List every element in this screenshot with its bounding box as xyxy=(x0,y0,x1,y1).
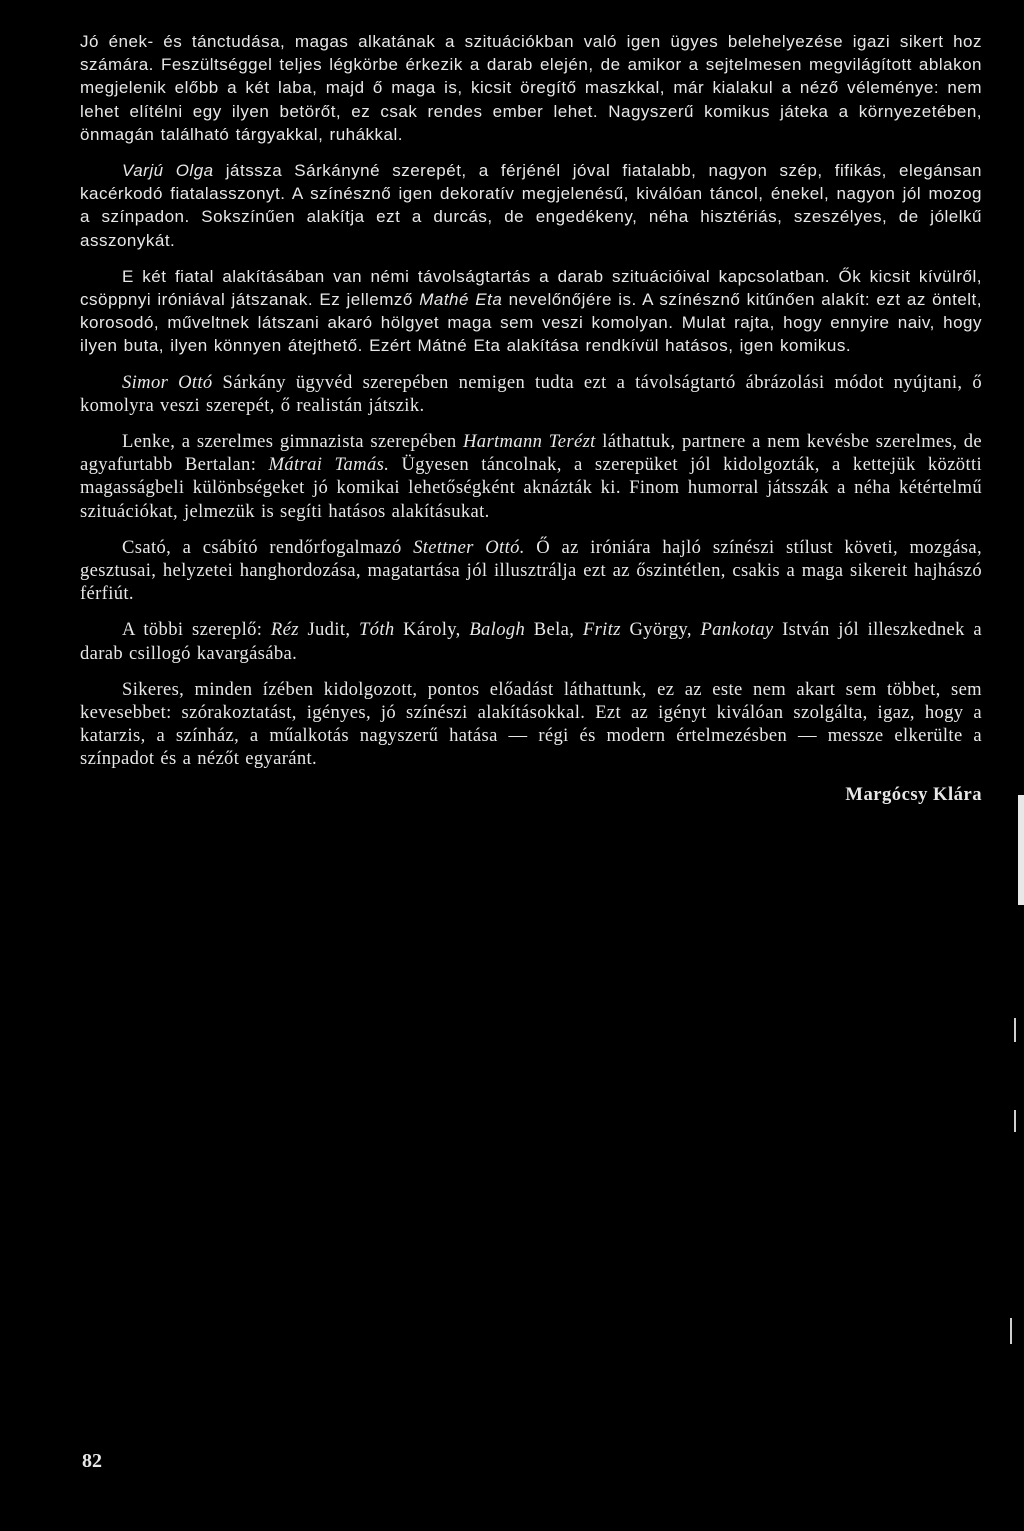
page-number: 82 xyxy=(82,1450,102,1472)
paragraph-text: Sárkány ügyvéd szerepében nemigen tudta ezt a távolságtartó ábrázolási módot nyújtani, ő komolyra veszi szerepét, ő realistán játszik. xyxy=(80,371,982,416)
paragraph-text: Jó ének- és tánctudása, magas alkatának a szituációkban való igen ügyes belehelyezése igazi sikert hoz számára. Feszültséggel teljes légkörbe érkezik a darab elején, de amikor a sejtelmesen megvilágított ablakon megjelenik előbb a két laba, majd ő maga is, kicsit öregítő maszkkal, már kialakul a néző véleménye: nem lehet elítélni egy ilyen betörőt, ez csak rendes ember lehet. Nagyszerű komikus játeka a környezetében, önmagán található tárgyakkal, ruhákkal. xyxy=(80,32,982,144)
author-signature: Margócsy Klára xyxy=(845,783,982,805)
paragraph-text: E két fiatal alakításában van némi távolságtartás a darab szituációival kapcsolatban. Ők kicsit kívülről, csöppnyi iróniával játszanak. Ez jellemző xyxy=(80,266,982,310)
name-italic: Réz xyxy=(270,619,299,641)
paragraph-text: Bela, xyxy=(525,619,583,641)
paragraph-text: játssza Sárkányné szerepét, a férjénél jóval fiatalabb, nagyon szép, fifikás, elegánsan kacérkodó fiatalasszonyt. A színésznő igen dekoratív megjelenésű, kiválóan táncol, énekel, nagyon jól mozog a színpadon. Sokszínűen alakítja ezt a durcás, de engedékeny, néha hisztériás, szeszélyes, de jólelkű asszonykát. xyxy=(80,161,982,250)
name-italic: Tóth xyxy=(359,619,395,641)
paragraph-gap xyxy=(80,665,982,678)
paragraph-text: Ő az iróniára hajló színészi stílust követi, mozgása, gesztusai, helyzetei hanghordozása, magatartása jól illusztrálja ezt az őszintétlen, csakis a maga sikereit hajhászó férfiút. xyxy=(80,536,982,605)
paragraph-text: Ügyesen táncolnak, a szerepüket jól kidolgozták, a kettejük közötti magasságbeli különbségeket jó komikai lehetőségként aknázták ki. Finom humorral játsszák a néha kétértelmű szituációkat, jelmezük is segíti hatásos alakításukat. xyxy=(80,454,983,522)
name-italic: Hartmann Terézt xyxy=(463,431,596,453)
scan-edge-tick xyxy=(1010,1318,1012,1344)
paragraph xyxy=(80,536,982,606)
paragraph-gap xyxy=(80,252,982,265)
name-italic: Stettner Ottó. xyxy=(413,536,525,558)
paragraph-gap xyxy=(80,146,982,159)
name-italic: Pankotay xyxy=(700,619,774,641)
scan-edge-mark xyxy=(1018,795,1024,905)
paragraph xyxy=(80,265,982,358)
scan-edge-tick xyxy=(1014,1110,1016,1132)
paragraph xyxy=(80,30,982,146)
paragraph-gap xyxy=(80,417,982,430)
name-italic: Varjú Olga xyxy=(122,161,214,181)
paragraph-text: István jól illeszkednek a darab csillogó kavargásába. xyxy=(80,619,982,664)
paragraph-text: nevelőnőjére is. A színésznő kitűnően alakít: ezt az öntelt, korosodó, műveltnek látszani akaró hölgyet maga sem veszi komolyan. Mulat rajta, hogy ennyire naiv, hogy ilyen buta, ilyen könnyen átejthető. Ezért Mátné Eta alakítása rendkívül hatásos, igen komikus. xyxy=(80,290,982,356)
paragraph-gap xyxy=(80,605,982,618)
paragraph-text: György, xyxy=(620,619,701,641)
name-italic: Balogh xyxy=(469,619,526,641)
paragraph-text: A többi szereplő: xyxy=(122,619,271,641)
paragraph xyxy=(80,618,982,664)
name-italic: Mathé Eta xyxy=(419,290,503,310)
paragraph-text: láthattuk, partnere a nem kevésbe szerelmes, de agyafurtabb Bertalan: xyxy=(80,431,982,476)
paragraph-text: Lenke, a szerelmes gimnazista szerepében xyxy=(122,431,464,453)
scan-edge-tick xyxy=(1014,1018,1016,1042)
name-italic: Mátrai Tamás. xyxy=(268,454,390,476)
paragraph xyxy=(80,371,982,417)
paragraph-gap xyxy=(80,523,982,536)
paragraph-gap xyxy=(80,358,982,371)
signature-gap xyxy=(80,771,982,783)
paragraph-text: Sikeres, minden ízében kidolgozott, pontos előadást láthattunk, ez az este nem akart sem többet, sem kevesebbet: szórakoztatást, igényes, jó színészi alakításokkal. Ezt az igényt kiválóan szolgálta, igaz, hogy a katarzis, a színház, a műalkotás nagyszerű hatása — régi és modern értelmezésben — messze elkerülte a színpadot és a nézőt egyaránt. xyxy=(80,678,982,770)
article-body xyxy=(80,30,982,806)
name-italic: Simor Ottó xyxy=(122,371,213,393)
paragraph xyxy=(80,678,982,771)
paragraph-text: Csató, a csábító rendőrfogalmazó xyxy=(122,536,414,558)
name-italic: Fritz xyxy=(582,619,621,641)
paragraph-text: Judit, xyxy=(298,619,359,641)
paragraph-text: Károly, xyxy=(394,619,470,641)
paragraph xyxy=(80,159,982,252)
paragraph xyxy=(80,430,982,523)
